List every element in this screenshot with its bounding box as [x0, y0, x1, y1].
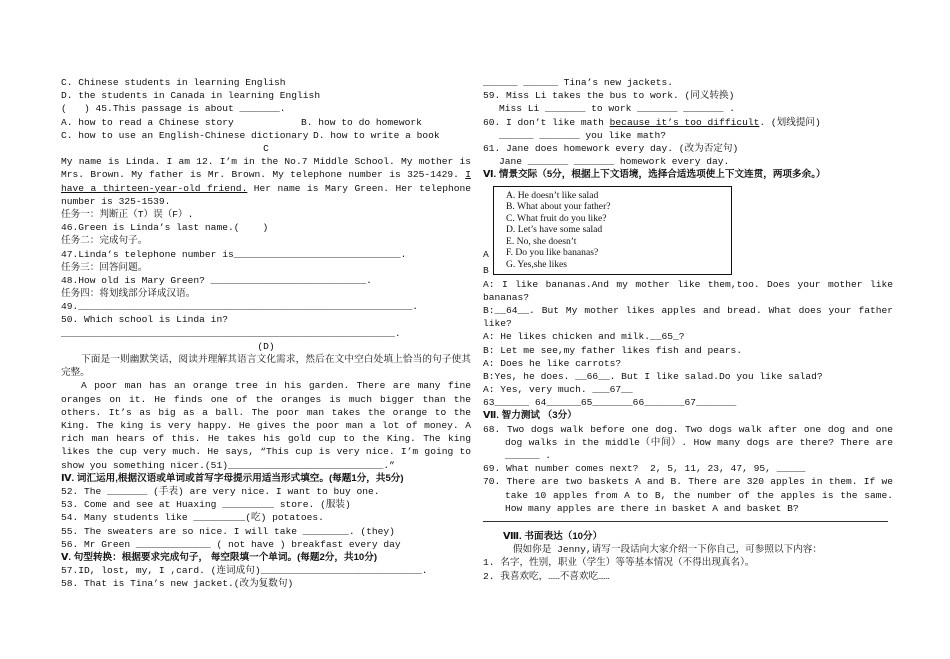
option-e: E. No, she doesn’t [506, 235, 577, 247]
question-70: 70. There are two baskets A and B. There are 320 apples in them. If we take 10 apples from A to B, the number of the apples is the same. How many apples are there in basket A and basket B? [483, 476, 893, 514]
section-8-heading: Ⅷ. 书面表达（10分） [503, 531, 603, 543]
answer-blanks: 63______ 64______65_______66_______67_______ [483, 397, 737, 409]
question-52: 52. The _______ (手表) are very nice. I want to buy one. [61, 486, 380, 498]
task-1: 任务一：判断正（T）误（F）. [61, 208, 194, 220]
section-4-heading: Ⅳ. 词汇运用,根据汉语或单词或首写字母提示用适当形式填空。(每题1分，共5分) [61, 472, 404, 484]
question-58-answer: ______ ______ Tina’s new jackets. [483, 77, 673, 88]
section-6-heading: Ⅵ. 情景交际（5分，根据上下文语境，选择合适选项使上下文连贯，两项多余。） [483, 169, 826, 181]
option-d: D. the students in Canada in learning English [61, 90, 321, 102]
dialogue-line-7: A: Yes, very much. ___67__ [483, 384, 633, 396]
question-58: 58. That is Tina’s new jacket.(改为复数句) [61, 578, 294, 590]
section-8-item-2: 2. 我喜欢吃，……不喜欢吃…… [483, 570, 610, 582]
passage-c-underlined: I have a thirteen-year-old friend. [61, 169, 471, 194]
option-d: D. Let’s have some salad [506, 224, 603, 236]
passage-d: A poor man has an orange tree in his garden. There are many fine oranges on it. He finds one of the oranges is much bigger than the others. It’s as big as a ball. The poor man takes the orange to the King. The king is very happy. He gives the poor man a lot of money. A rich man hears of this. He takes his gold cup to the King. The king likes the cup very much. He says, “This cup is very nice. I’m going to show you something nicer.(51)___________________________.” [61, 380, 471, 471]
cut-label-a: A [483, 248, 489, 260]
passage-c [61, 155, 471, 208]
question-49: 49.__________________________________________________________. [61, 301, 418, 313]
question-56: 56. Mr Green _____________ ( not have ) breakfast every day [61, 538, 401, 550]
passage-c-text-1: My name is Linda. I am 12. I’m in the No.7 Middle School. My mother is Mrs. Brown. My father is Mr. Brown. My telephone number is 325-1429. [61, 156, 471, 181]
q60-underlined: because it’s too difficult [609, 116, 760, 128]
q45-option-d: D. how to write a book [313, 129, 440, 141]
question-45-options-ab [61, 116, 471, 129]
question-48: 48.How old is Mary Green? ___________________________. [61, 274, 372, 286]
dialogue-line-4: B: Let me see,my father likes fish and pears. [483, 344, 743, 356]
question-61: 61. Jane does homework every day. (改为否定句) [483, 142, 739, 154]
section-8-item-1: 1. 名字，性别，职业（学生）等等基本情况（不得出现真名）。 [483, 557, 755, 569]
section-c-heading: C [263, 142, 269, 154]
section-d-heading: (D) [257, 340, 275, 352]
question-54: 54. Many students like _________(吃) potatoes. [61, 512, 324, 524]
options-box [493, 186, 732, 275]
question-61-answer: Jane _______ _______ homework every day. [499, 156, 730, 168]
dialogue-line-2: B:__64__. But My mother likes apples and bread. What does your father like? [483, 304, 893, 330]
option-c: C. What fruit do you like? [506, 212, 607, 224]
task-4: 任务四：将划线部分译成汉语。 [61, 288, 196, 300]
q45-option-c: C. how to use an English-Chinese dictionary [61, 129, 309, 141]
question-59: 59. Miss Li takes the bus to work. (同义转换) [483, 90, 735, 102]
dialogue-line-3: A: He likes chicken and milk.__65_? [483, 331, 685, 343]
q60-text: 60. I don’t like math [483, 116, 610, 128]
cut-label-b: B [483, 264, 489, 276]
q45-option-a: A. how to read a Chinese story [61, 116, 234, 128]
task-2: 任务二：完成句子。 [61, 235, 148, 247]
option-b: B. What about your father? [506, 201, 611, 213]
task-3: 任务三：回答问题。 [61, 261, 148, 273]
section-8-intro: 假如你是 Jenny,请写一段话向大家介绍一下你自己，可参照以下内容： [513, 544, 822, 556]
question-47: 47.Linda’s telephone number is_____________________________. [61, 248, 407, 260]
question-53: 53. Come and see at Huaxing _________ store. (服装) [61, 499, 351, 511]
option-c: C. Chinese students in learning English [61, 77, 286, 88]
left-column [61, 76, 471, 591]
question-57: 57.ID, lost, my, I ,card. (连词成句)____________________________. [61, 565, 428, 577]
question-55: 55. The sweaters are so nice. I will take ________. (they) [61, 525, 395, 537]
q45-option-b: B. how to do homework [301, 116, 422, 128]
passage-c-text-2: Her name is Mary Green. Her telephone number is 325-1539. [61, 182, 471, 207]
option-a: A. He doesn’t like salad [506, 189, 599, 201]
section-5-heading: Ⅴ. 句型转换：根据要求完成句子， 每空限填一个单词。(每题2分，共10分) [61, 551, 378, 563]
dialogue-line-1: A: I like bananas.And my mother like them,too. Does your mother like bananas? [483, 278, 893, 303]
question-50: 50. Which school is Linda in? [61, 314, 228, 326]
question-60-answer: ______ _______ you like math? [499, 129, 666, 141]
option-g: G. Yes,she likes [506, 259, 568, 271]
right-column [483, 76, 893, 583]
section-7-heading: Ⅶ. 智力测试 （3分） [483, 410, 577, 422]
question-45-options-cd [61, 129, 471, 142]
options-area [483, 186, 893, 278]
question-60 [483, 116, 893, 129]
section-d-intro: 下面是一则幽默笑话，阅读并理解其语言文化需求，然后在文中空白处填上恰当的句子使其完整。 [61, 354, 471, 379]
question-46: 46.Green is Linda’s last name.( ) [61, 222, 269, 234]
option-f: F. Do you like bananas? [506, 247, 599, 259]
dialogue-line-5: A: Does he like carrots? [483, 357, 622, 369]
question-68: 68. Two dogs walk before one dog. Two dogs walk after one dog and one dog walks in the middle（中间）. How many dogs are there? There are ______ . [483, 423, 893, 462]
question-59-answer: Miss Li _______ to work _______ _______ . [499, 103, 736, 115]
dialogue-line-6: B:Yes, he does. __66__. But I like salad.Do you like salad? [483, 370, 823, 382]
divider [483, 521, 888, 522]
question-50-answer-line: __________________________________________________________. [61, 327, 401, 339]
question-69: 69. What number comes next? 2, 5, 11, 23, 47, 95, _____ [483, 463, 806, 475]
question-45: ( ) 45.This passage is about _______. [61, 103, 286, 115]
q60-instruction: . (划线提问) [759, 116, 821, 128]
